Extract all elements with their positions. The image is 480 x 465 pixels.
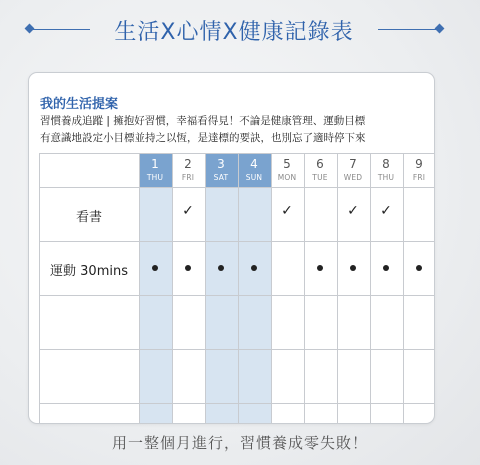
- grid-hline: [39, 403, 435, 404]
- day-number: 5: [283, 157, 291, 171]
- grid-vline: [370, 153, 371, 423]
- day-number: 3: [217, 157, 225, 171]
- habit-label: 運動 30mins: [50, 264, 128, 279]
- grid-vline: [172, 153, 173, 423]
- footer-text: 用一整個月進行，習慣養成零失敗！: [111, 434, 368, 452]
- habit-card: [28, 72, 435, 424]
- day-number: 4: [250, 157, 258, 171]
- dot-mark-icon[interactable]: [185, 265, 191, 271]
- day-of-week: MON: [277, 173, 297, 182]
- day-number: 8: [382, 157, 390, 171]
- dot-mark-icon[interactable]: [317, 265, 323, 271]
- dot-mark-icon[interactable]: [350, 265, 356, 271]
- grid-vline: [238, 153, 239, 423]
- dot-mark-icon[interactable]: [218, 265, 224, 271]
- dot-mark-icon[interactable]: [383, 265, 389, 271]
- day-number: 2: [184, 157, 192, 171]
- grid-vline: [205, 153, 206, 423]
- day-of-week: FRI: [181, 173, 195, 182]
- check-mark-icon[interactable]: ✓: [380, 203, 392, 219]
- grid-hline: [39, 153, 435, 154]
- day-number: 6: [316, 157, 324, 171]
- day-of-week: WED: [343, 173, 363, 182]
- day-of-week: TUE: [312, 173, 328, 182]
- check-mark-icon[interactable]: ✓: [281, 203, 293, 219]
- title-line-right: [378, 29, 438, 30]
- day-of-week: FRI: [412, 173, 426, 182]
- grid-vline: [337, 153, 338, 423]
- habit-grid: [39, 153, 434, 423]
- day-number: 7: [349, 157, 357, 171]
- highlight-column-day-4: [238, 154, 271, 424]
- day-of-week: SUN: [245, 173, 263, 182]
- card-title: 我的生活提案: [40, 97, 119, 112]
- card-description-line-1: 習慣養成追蹤 | 擁抱好習慣，幸福看得見！不論是健康管理、運動目標: [40, 115, 366, 127]
- grid-hline: [39, 187, 435, 188]
- dot-mark-icon[interactable]: [152, 265, 158, 271]
- grid-vline: [403, 153, 404, 423]
- page-title: 生活X心情X健康記錄表: [114, 20, 354, 45]
- title-line-left: [32, 29, 90, 30]
- grid-hline: [39, 349, 435, 350]
- day-number: 9: [415, 157, 423, 171]
- highlight-column-day-1: [139, 154, 172, 424]
- grid-vline: [39, 153, 40, 423]
- highlight-column-day-3: [205, 154, 238, 424]
- grid-vline: [304, 153, 305, 423]
- grid-vline: [139, 153, 140, 423]
- day-number: 1: [151, 157, 159, 171]
- grid-vline: [271, 153, 272, 423]
- title-row: [0, 10, 480, 50]
- check-mark-icon[interactable]: ✓: [182, 203, 194, 219]
- day-of-week: THU: [146, 173, 164, 182]
- habit-label: 看書: [75, 210, 102, 225]
- check-mark-icon[interactable]: ✓: [347, 203, 359, 219]
- grid-hline: [39, 241, 435, 242]
- title-diamond-right: [435, 24, 445, 34]
- dot-mark-icon[interactable]: [251, 265, 257, 271]
- card-description-line-2: 有意識地設定小目標並持之以恆，是達標的要訣，也別忘了適時停下來: [40, 132, 366, 144]
- dot-mark-icon[interactable]: [416, 265, 422, 271]
- day-of-week: THU: [377, 173, 395, 182]
- grid-hline: [39, 295, 435, 296]
- day-of-week: SAT: [213, 173, 229, 182]
